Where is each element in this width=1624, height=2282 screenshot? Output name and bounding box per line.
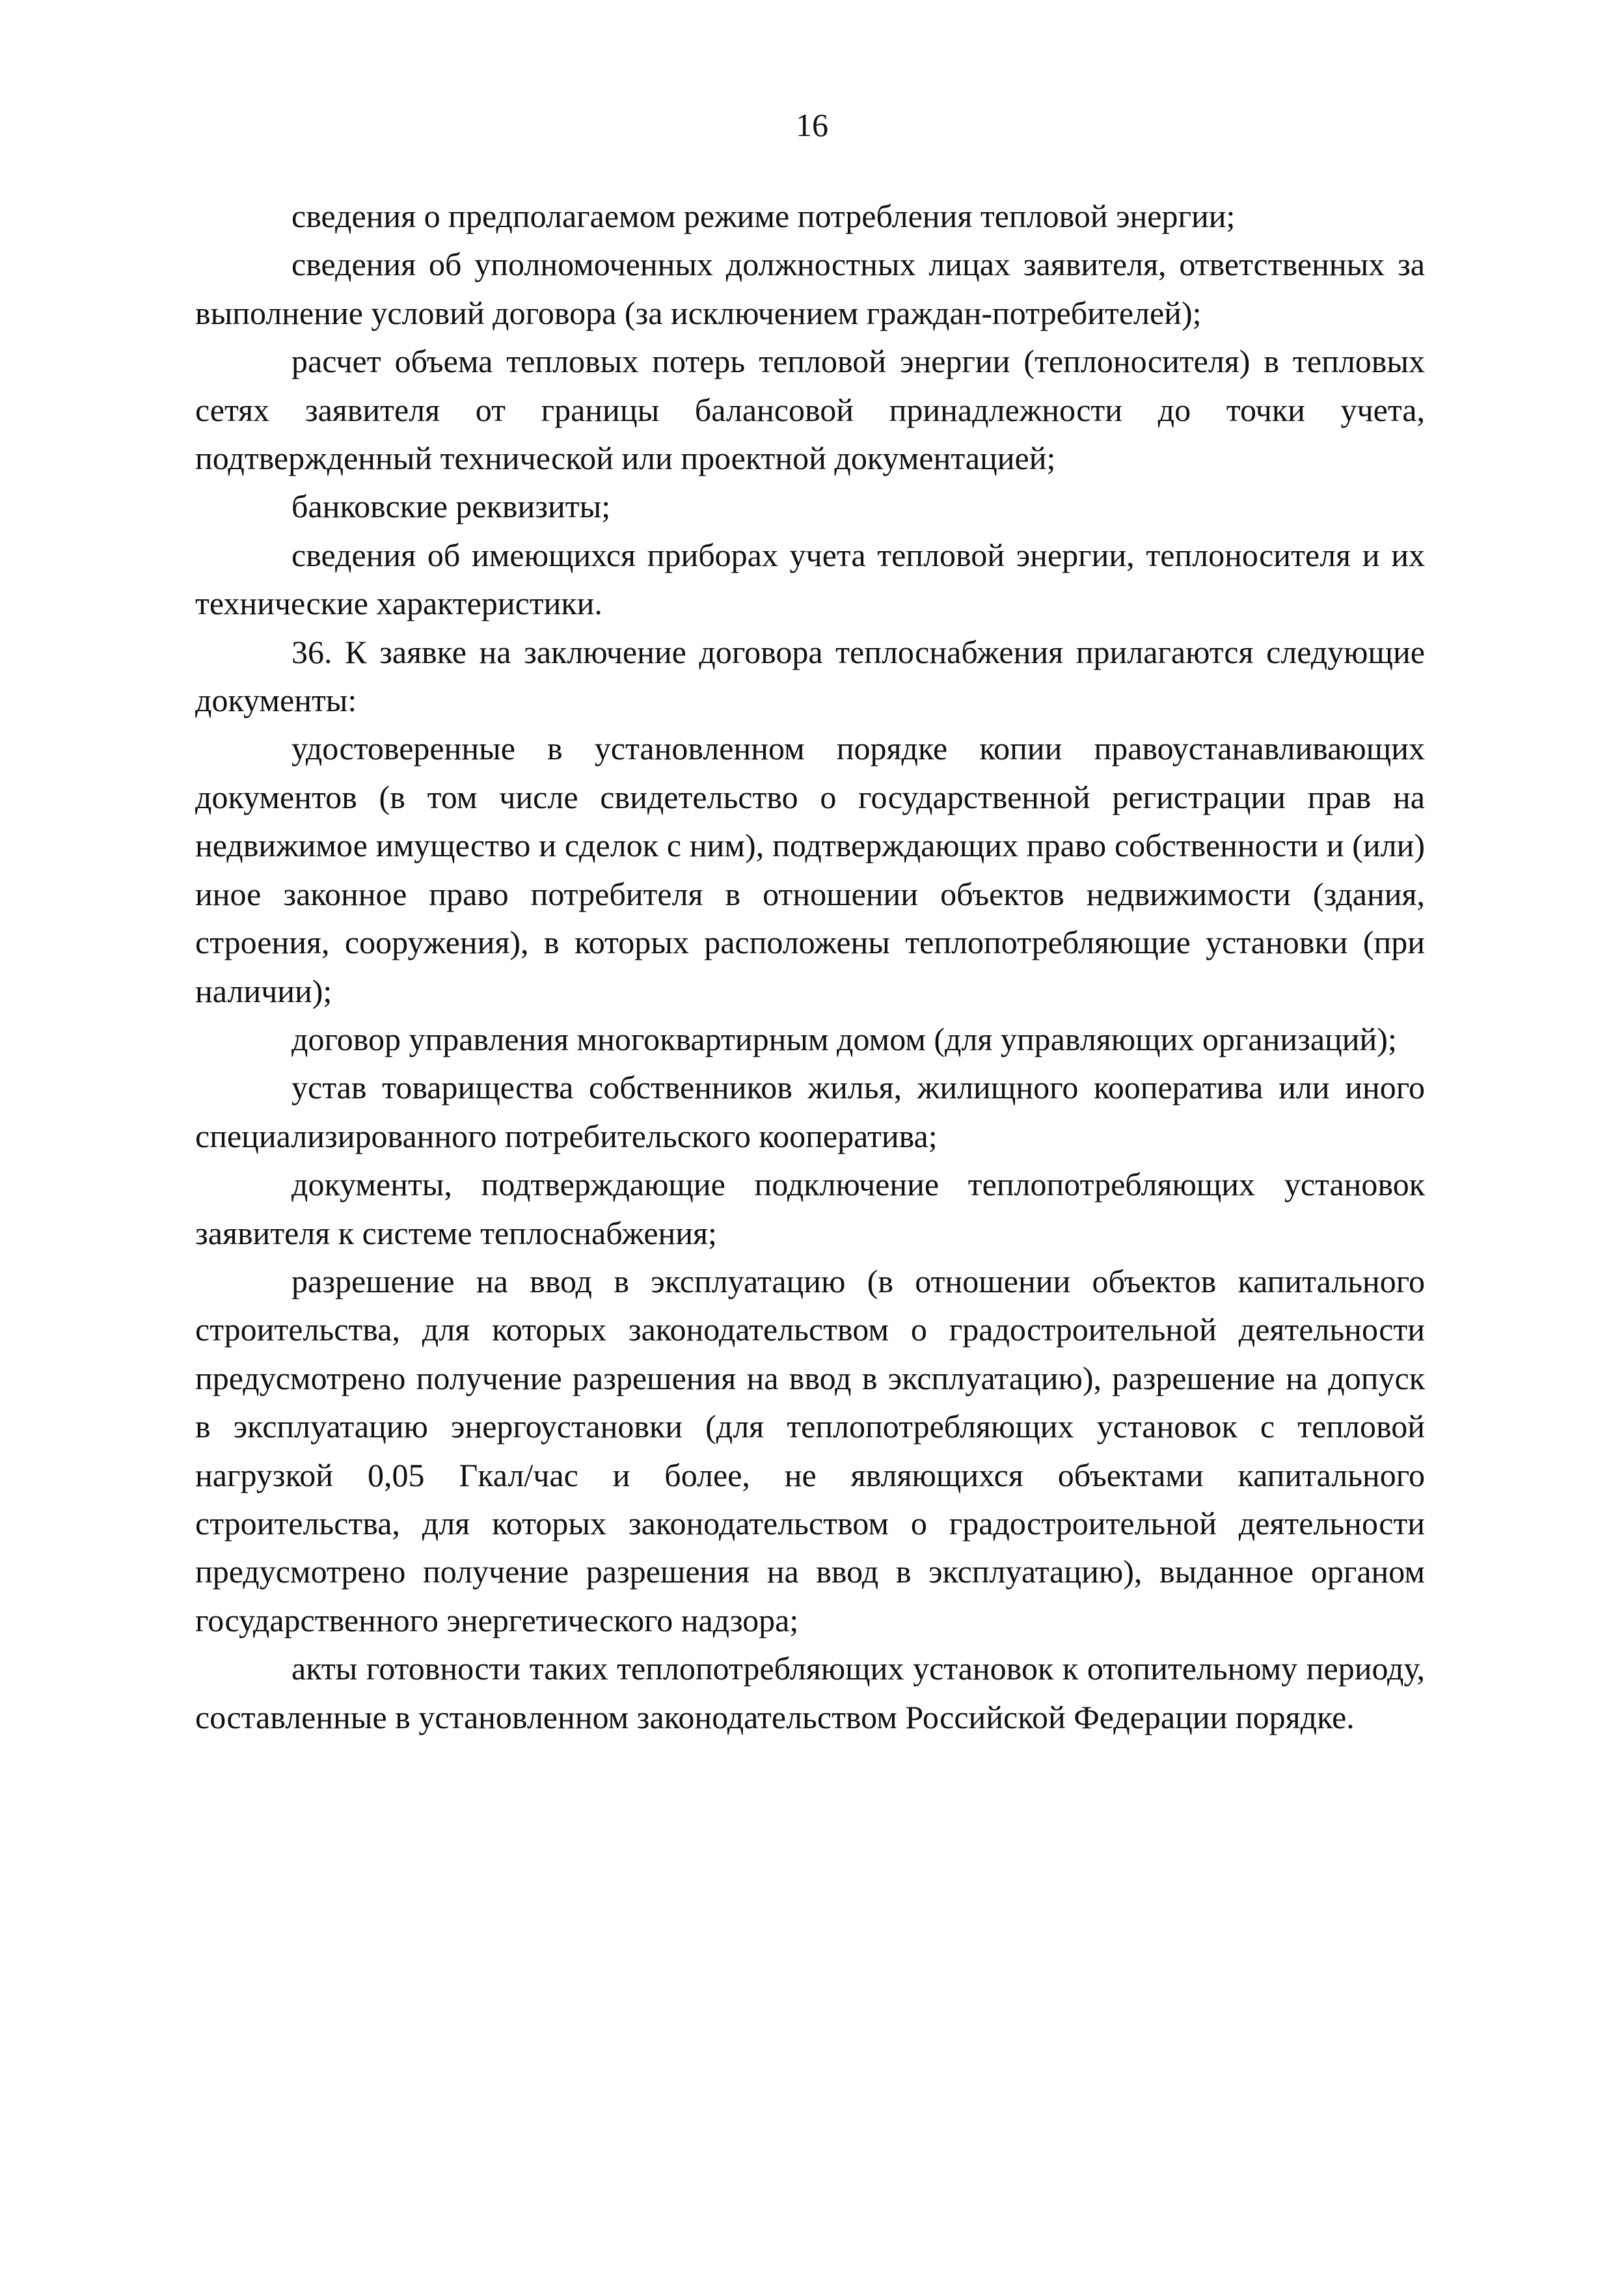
paragraph-bank-details: банковские реквизиты; — [291, 488, 611, 525]
paragraph-metering-devices: сведения об имеющихся приборах учета тепловой энергии, теплоносителя и их технические характеристики. — [195, 536, 1425, 622]
paragraph-authorized-persons: сведения об уполномоченных должностных лицах заявителя, ответственных за выполнение условий договора (за исключением граждан-потребителей); — [195, 246, 1425, 331]
paragraph-management-contract: договор управления многоквартирным домом (для управляющих организаций); — [291, 1020, 1397, 1057]
paragraph-title-documents: удостоверенные в установленном порядке копии правоустанавливающих документов (в том числе свидетельство о государственной регистрации прав на недвижимое имущество и сделок с ним), подтверждающих право собственности и (или) иное законное право потребителя в отношении объектов недвижимости (здания, строения, сооружения), в которых расположены теплопотребляющие установки (при наличии); — [195, 730, 1425, 1009]
paragraph-item-36: 36. К заявке на заключение договора теплоснабжения прилагаются следующие документы: — [195, 633, 1425, 719]
paragraph-charter: устав товарищества собственников жилья, жилищного кооператива или иного специализированного потребительского кооператива; — [195, 1069, 1425, 1154]
document-body — [195, 192, 1425, 1741]
paragraph-readiness-acts: акты готовности таких теплопотребляющих установок к отопительному периоду, составленные в установленном законодательством Российской Федерации порядке. — [195, 1650, 1425, 1735]
paragraph-heat-loss-calculation: расчет объема тепловых потерь тепловой энергии (теплоносителя) в тепловых сетях заявителя от границы балансовой принадлежности до точки учета, подтвержденный технической или проектной документацией; — [195, 343, 1425, 477]
page-number: 16 — [796, 107, 828, 143]
paragraph-consumption-mode: сведения о предполагаемом режиме потребления тепловой энергии; — [291, 198, 1236, 234]
paragraph-connection-documents: документы, подтверждающие подключение теплопотребляющих установок заявителя к системе теплоснабжения; — [195, 1166, 1425, 1251]
paragraph-commissioning-permit: разрешение на ввод в эксплуатацию (в отношении объектов капитального строительства, для которых законодательством о градостроительной деятельности предусмотрено получение разрешения на ввод в эксплуатацию), разрешение на допуск в эксплуатацию энергоустановки (для теплопотребляющих установок с тепловой нагрузкой 0,05 Гкал/час и более, не являющихся объектами капитального строительства, для которых законодательством о градостроительной деятельности предусмотрено получение разрешения на ввод в эксплуатацию), выданное органом государственного энергетического надзора; — [195, 1262, 1425, 1638]
